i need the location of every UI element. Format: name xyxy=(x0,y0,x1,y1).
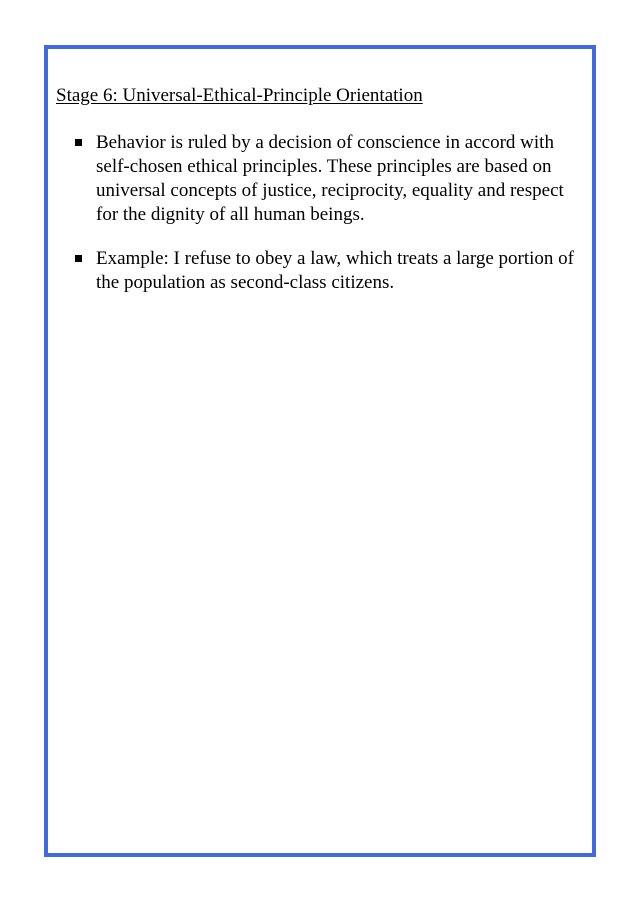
bullet-text: Example: I refuse to obey a law, which treats a large portion of the population as second-class citizens. xyxy=(96,248,574,293)
bullet-item xyxy=(72,131,582,227)
bullet-item xyxy=(72,247,582,295)
bullet-list xyxy=(72,131,582,315)
square-bullet-icon xyxy=(75,139,82,146)
square-bullet-icon xyxy=(75,255,82,262)
slide-frame xyxy=(44,45,596,857)
bullet-text: Behavior is ruled by a decision of conscience in accord with self-chosen ethical principles. These principles are based on universal concepts of justice, reciprocity, equality and respect for the dignity of all human beings. xyxy=(96,132,564,225)
slide-title: Stage 6: Universal-Ethical-Principle Orientation xyxy=(56,85,423,106)
